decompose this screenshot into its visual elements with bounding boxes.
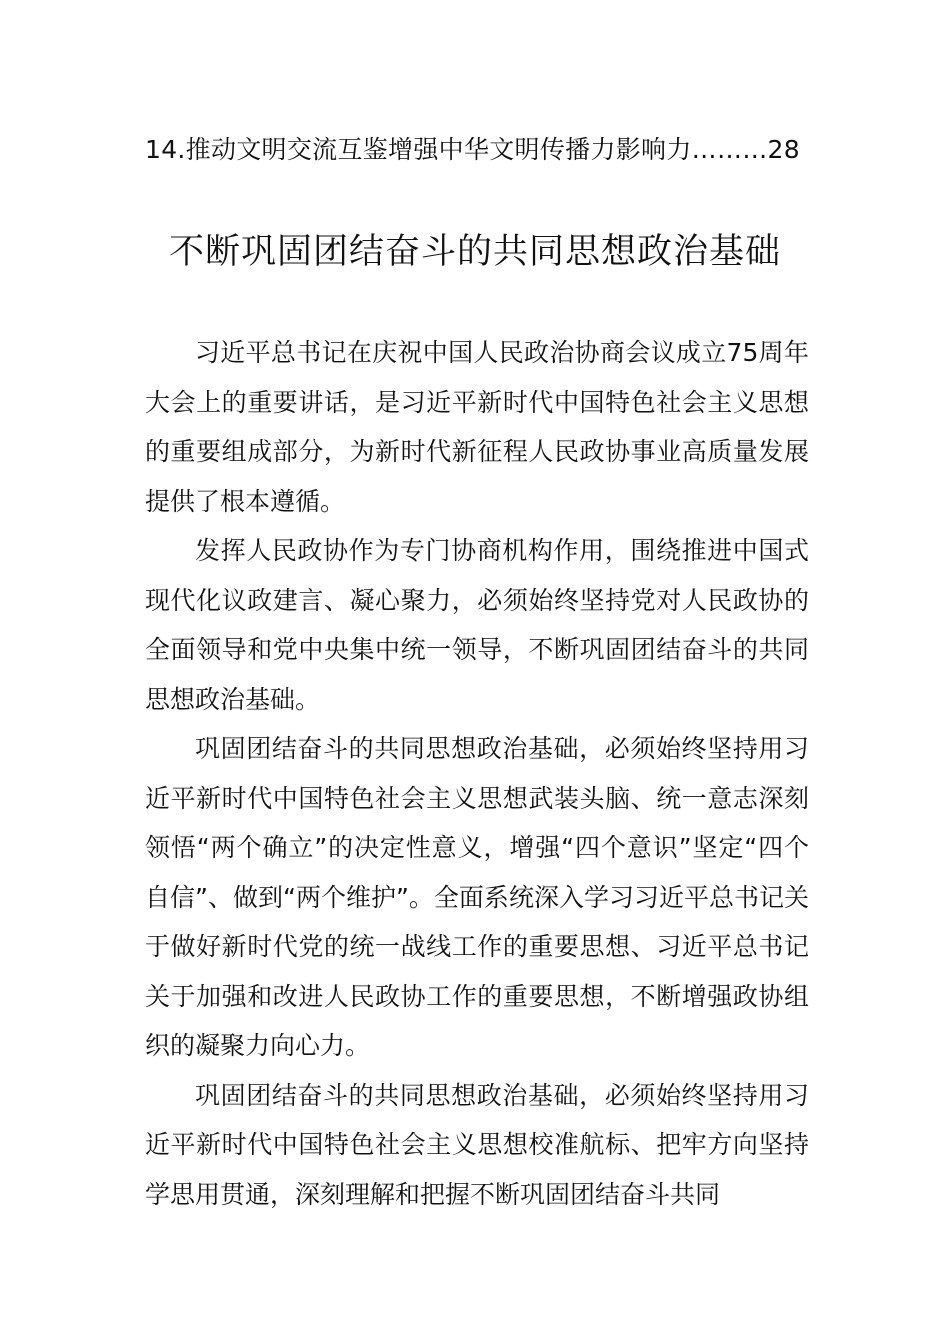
- article-title: 不断巩固团结奋斗的共同思想政治基础: [168, 232, 781, 272]
- paragraph: 巩固团结奋斗的共同思想政治基础，必须始终坚持用习近平新时代中国特色社会主义思想校准航标、把牢方向坚持学思用贯通，深刻理解和把握不断巩固团结奋斗共同: [145, 1080, 809, 1209]
- paragraph: 习近平总书记在庆祝中国人民政治协商会议成立75周年大会上的重要讲话，是习近平新时代中国特色社会主义思想的重要组成部分，为新时代新征程人民政协事业高质量发展提供了根本遵循。: [145, 338, 809, 516]
- article-body: [145, 328, 809, 1219]
- toc-entry: 14.推动文明交流互鉴增强中华文明传播力影响力………28: [145, 135, 800, 164]
- paragraph: 发挥人民政协作为专门协商机构作用，围绕推进中国式现代化议政建言、凝心聚力，必须始终坚持党对人民政协的全面领导和党中央集中统一领导，不断巩固团结奋斗的共同思想政治基础。: [145, 536, 809, 714]
- paragraph: 巩固团结奋斗的共同思想政治基础，必须始终坚持用习近平新时代中国特色社会主义思想武装头脑、统一意志深刻领悟“两个确立”的决定性意义，增强“四个意识”坚定“四个自信”、做到“两个维护”。全面系统深入学习习近平总书记关于做好新时代党的统一战线工作的重要思想、习近平总书记关于加强和改进人民政协工作的重要思想，不断增强政协组织的凝聚力向心力。: [145, 734, 809, 1060]
